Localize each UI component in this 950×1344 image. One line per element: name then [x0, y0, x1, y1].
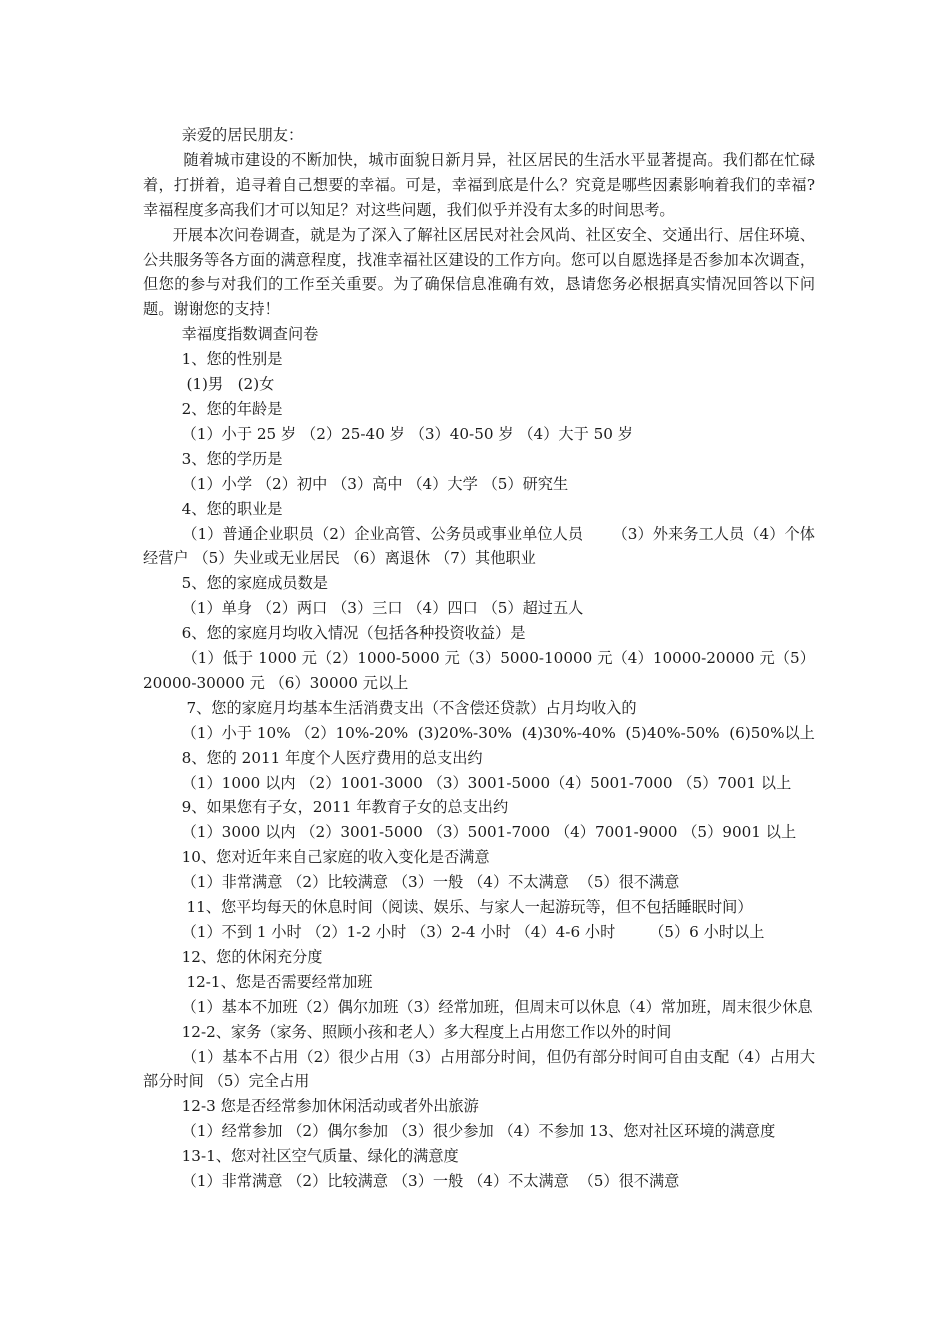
question-7-options: （1）小于 10% （2）10%-20% (3)20%-30% (4)30%-40% (5)40%-50% (6)50%以上 [143, 723, 815, 742]
question-9-options: （1）3000 以内 （2）3001-5000 （3）5001-7000 （4）7001-9000 （5）9001 以上 [143, 823, 797, 842]
question-1-options: (1)男 (2)女 [143, 375, 275, 394]
question-8: 8、您的 2011 年度个人医疗费用的总支出约 [143, 748, 483, 767]
question-4: 4、您的职业是 [143, 499, 283, 518]
question-2: 2、您的年龄是 [143, 399, 283, 418]
question-10-options: （1）非常满意 （2）比较满意 （3）一般 （4）不太满意 （5）很不满意 [143, 873, 680, 892]
question-3-options: （1）小学 （2）初中 （3）高中 （4）大学 （5）研究生 [143, 474, 569, 493]
question-11: 11、您平均每天的休息时间（阅读、娱乐、与家人一起游玩等，但不包括睡眠时间） [143, 898, 753, 917]
question-12-3: 12-3 您是否经常参加休闲活动或者外出旅游 [143, 1097, 479, 1116]
question-4-options: （1）普通企业职员（2）企业高管、公务员或事业单位人员 （3）外来务工人员（4）个体经营户 （5）失业或无业居民 （6）离退休 （7）其他职业 [143, 524, 815, 568]
question-12-1: 12-1、您是否需要经常加班 [143, 972, 373, 991]
question-8-options: （1）1000 以内 （2）1001-3000 （3）3001-5000（4）5001-7000 （5）7001 以上 [143, 773, 792, 792]
question-1: 1、您的性别是 [143, 350, 283, 369]
survey-title: 幸福度指数调查问卷 [143, 325, 319, 344]
question-11-options: （1）不到 1 小时 （2）1-2 小时 （3）2-4 小时 （4）4-6 小时 （5）6 小时以上 [143, 923, 765, 941]
intro-paragraph-2: 开展本次问卷调查，就是为了深入了解社区居民对社会风尚、社区安全、交通出行、居住环境、公共服务等各方面的满意程度，找准幸福社区建设的工作方向。您可以自愿选择是否参加本次调查，但您的参与对我们的工作至关重要。为了确保信息准确有效，恳请您务必根据真实情况回答以下问题。谢谢您的支持！ [143, 225, 815, 319]
question-12: 12、您的休闲充分度 [143, 947, 323, 966]
question-13-1-options: （1）非常满意 （2）比较满意 （3）一般 （4）不太满意 （5）很不满意 [143, 1172, 680, 1191]
question-10: 10、您对近年来自己家庭的收入变化是否满意 [143, 848, 490, 867]
question-5: 5、您的家庭成员数是 [143, 574, 328, 593]
question-6: 6、您的家庭月均收入情况（包括各种投资收益）是 [143, 624, 526, 643]
question-3: 3、您的学历是 [143, 449, 283, 468]
question-12-2-options: （1）基本不占用（2）很少占用（3）占用部分时间，但仍有部分时间可自由支配（4）占用大部分时间 （5）完全占用 [143, 1047, 816, 1091]
question-5-options: （1）单身 （2）两口 （3）三口 （4）四口 （5）超过五人 [143, 599, 584, 618]
question-2-options: （1）小于 25 岁 （2）25-40 岁 （3）40-50 岁 （4）大于 50 岁 [143, 424, 633, 443]
question-12-3-options: （1）经常参加 （2）偶尔参加 （3）很少参加 （4）不参加 13、您对社区环境的满意度 [143, 1122, 776, 1141]
question-13-1: 13-1、您对社区空气质量、绿化的满意度 [143, 1147, 459, 1166]
greeting: 亲爱的居民朋友： [143, 126, 304, 144]
question-12-2: 12-2、家务（家务、照顾小孩和老人）多大程度上占用您工作以外的时间 [143, 1022, 672, 1041]
question-9: 9、如果您有子女，2011 年教育子女的总支出约 [143, 798, 509, 817]
question-12-1-options: （1）基本不加班（2）偶尔加班（3）经常加班，但周末可以休息（4）常加班，周末很少休息 [143, 997, 813, 1016]
question-7: 7、您的家庭月均基本生活消费支出（不含偿还贷款）占月均收入的 [143, 698, 637, 717]
intro-paragraph-1: 随着城市建设的不断加快，城市面貌日新月异，社区居民的生活水平显著提高。我们都在忙碌着，打拼着，追寻着自己想要的幸福。可是，幸福到底是什么？究竟是哪些因素影响着我们的幸福?幸福程度多高我们才可以知足？对这些问题，我们似乎并没有太多的时间思考。 [143, 150, 815, 219]
document-body [143, 123, 815, 1194]
question-6-options: （1）低于 1000 元（2）1000-5000 元（3）5000-10000 元（4）10000-20000 元（5）20000-30000 元 （6）30000 元以上 [143, 649, 815, 692]
